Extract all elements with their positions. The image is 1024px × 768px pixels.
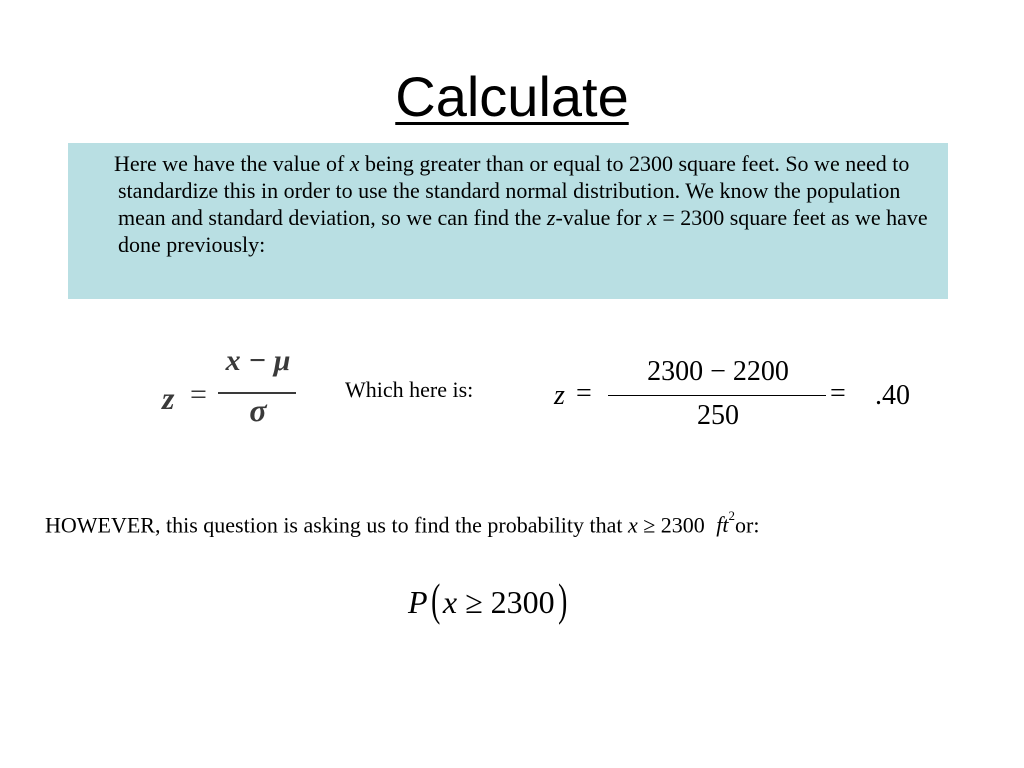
formula-numerator: x − μ xyxy=(225,344,291,377)
intro-paragraph xyxy=(114,150,938,258)
prob-p: P xyxy=(408,584,428,620)
calc-result: .40 xyxy=(875,380,910,411)
unit-ft: ft xyxy=(716,512,729,538)
slide-title: Calculate xyxy=(395,65,629,128)
calc-equals-2: = xyxy=(830,378,846,409)
calc-equals: = xyxy=(576,378,592,409)
z-score-formula xyxy=(160,344,310,430)
intro-text-3: -value for xyxy=(555,205,648,230)
however-text-3: or: xyxy=(735,512,760,538)
formula-equals: = xyxy=(190,378,207,411)
formula-denominator: σ xyxy=(249,392,267,428)
prob-open-paren: ( xyxy=(430,574,440,625)
intro-var-x: x xyxy=(349,151,360,176)
intro-var-x2: x xyxy=(647,205,657,230)
however-var-x: x xyxy=(627,512,638,538)
prob-x: x xyxy=(442,584,458,620)
z-score-calculation xyxy=(550,352,910,442)
calc-z: z xyxy=(554,380,565,411)
intro-text-1: Here we have the value of xyxy=(114,151,350,176)
prob-close-paren: ) xyxy=(557,574,567,625)
calc-fraction-bar xyxy=(608,395,826,396)
however-sentence xyxy=(45,505,759,540)
prob-expr: ≥ 2300 xyxy=(457,584,555,620)
calc-numerator: 2300 − 2200 xyxy=(647,356,789,387)
intro-text-4: = 2300 square feet as we have done previously: xyxy=(118,205,928,257)
square-feet-unit xyxy=(716,508,736,538)
unit-exponent: 2 xyxy=(728,508,736,523)
intro-text-2: being greater than or equal to 2300 square feet. So we need to standardize this in order to use the standard normal distribution. We know the population mean and standard deviation, so we can find the xyxy=(118,151,910,230)
intro-var-z: z xyxy=(546,205,556,230)
probability-expression xyxy=(408,568,570,632)
however-text-2: ≥ 2300 xyxy=(637,512,711,538)
which-here-label: Which here is: xyxy=(345,377,474,402)
calc-denominator: 250 xyxy=(697,400,739,431)
however-text-1: HOWEVER, this question is asking us to find the probability that xyxy=(45,512,628,538)
formula-z: z xyxy=(162,380,175,416)
